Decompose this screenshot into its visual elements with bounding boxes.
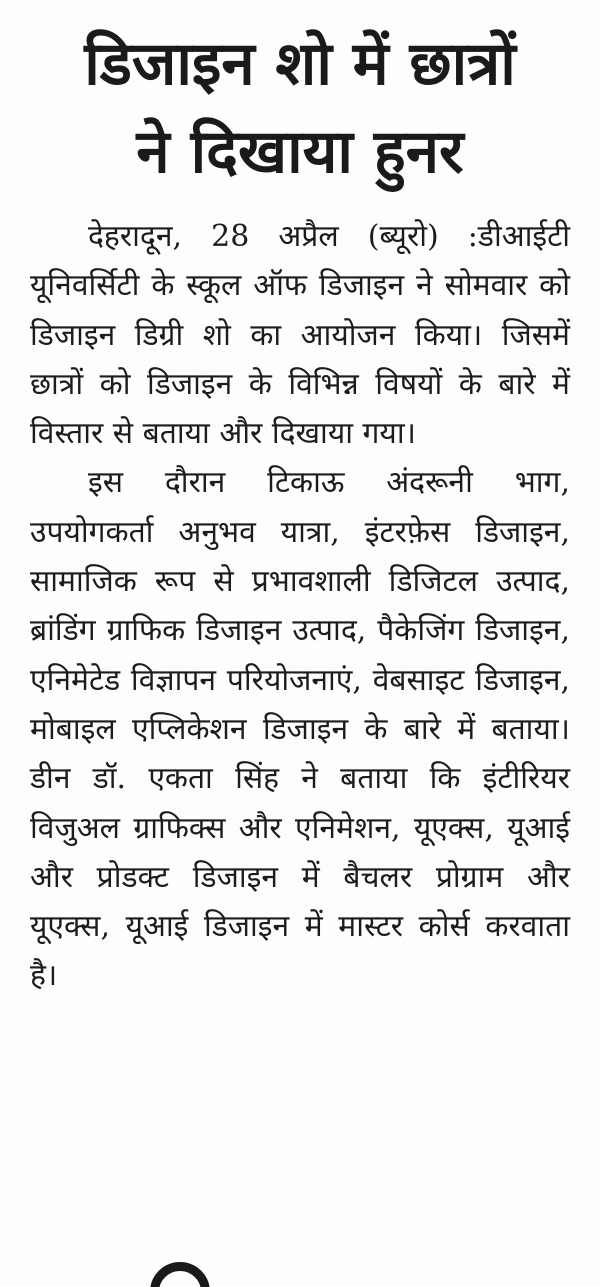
article-paragraph-1: देहरादून, 28 अप्रैल (ब्यूरो) :डीआईटी यूनिवर्सिटी के स्कूल ऑफ डिजाइन ने सोमवार को डिजाइन डिग्री शो का आयोजन किया। जिसमें छात्रों को डिजाइन के विभिन्न विषयों के बारे में विस्तार से बताया और दिखाया गया।	[30, 219, 570, 452]
article-paragraph-2: इस दौरान टिकाऊ अंदरूनी भाग, उपयोगकर्ता अनुभव यात्रा, इंटरफ़ेस डिजाइन, सामाजिक रूप से प्रभावशाली डिजिटल उत्पाद, ब्रांडिंग ग्राफिक डिजाइन उत्पाद, पैकेजिंग डिजाइन, एनिमेटेड विज्ञापन परियोजनाएं, वेबसाइट डिजाइन, मोबाइल एप्लिकेशन डिजाइन के बारे में बताया। डीन डॉ. एकता सिंह ने बताया कि इंटीरियर विजुअल ग्राफिक्स और एनिमेशन, यूएक्स, यूआई और प्रोडक्ट डिजाइन में बैचलर प्रोग्राम और यूएक्स, यूआई डिजाइन में मास्टर कोर्स करवाता है।	[30, 465, 570, 994]
headline	[14, 20, 586, 196]
headline-line-2: ने दिखाया हुनर	[136, 117, 464, 187]
cropped-next-headline-fragment	[150, 1262, 210, 1287]
headline-line-1: डिजाइन शो में छात्रों	[84, 29, 516, 99]
article-body	[30, 212, 570, 1001]
